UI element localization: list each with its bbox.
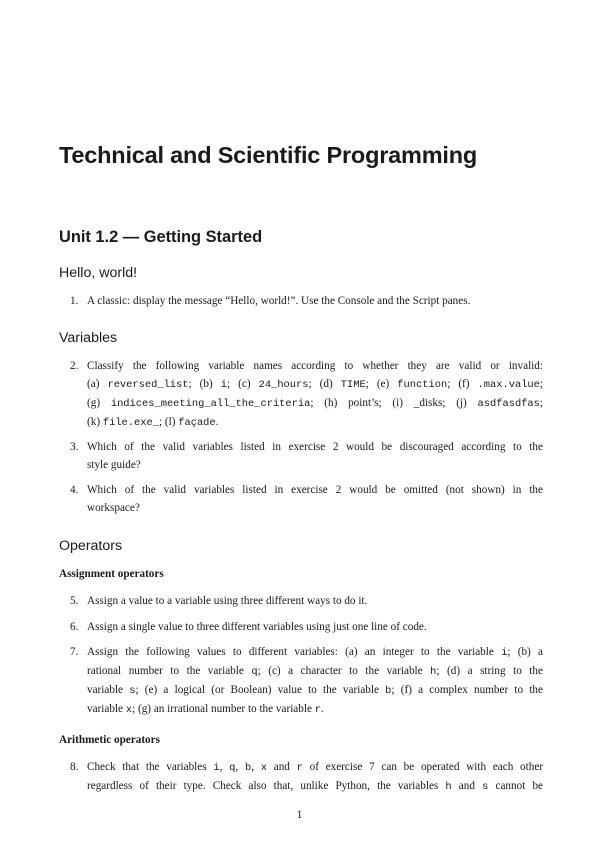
page-number: 1 (296, 809, 303, 821)
code-variable-name: .max.value (477, 379, 540, 391)
text-run: variable (87, 703, 126, 715)
text-run: ; (h) point’s; (i) _disks; (j) (310, 397, 478, 409)
text-run: and (267, 761, 297, 773)
text-run: ; (f) a complex number to the (391, 684, 543, 696)
text-run: ; (539, 397, 544, 409)
code-variable-name: i (220, 379, 227, 391)
exercise-7 (70, 643, 543, 719)
text-run: variable (87, 684, 130, 696)
text-run: Assign the following values to different variables: (a) an integer to the variable (87, 646, 502, 658)
text-run: and (451, 780, 483, 792)
code-variable-name: q (251, 666, 258, 678)
exercise-text-line (87, 758, 543, 777)
exercise-number: 4. (70, 484, 79, 496)
exercise-text: Assign a single value to three different variables using just one line of code. (87, 621, 427, 633)
exercise-number: 3. (70, 441, 79, 453)
code-variable-name: b (385, 685, 392, 697)
exercise-text: Assign a value to a variable using three different ways to do it. (87, 595, 368, 607)
text-run: ; (e) a logical (or Boolean) value to the variable (135, 684, 386, 696)
exercise-8 (70, 758, 543, 796)
code-variable-name: x (125, 704, 133, 716)
exercise-text: A classic: display the message “Hello, world!”. Use the Console and the Script panes. (87, 295, 471, 307)
exercise-text-line (87, 413, 543, 432)
text-run: ; (l) (158, 416, 179, 428)
document-title: Technical and Scientific Programming (59, 142, 478, 168)
code-variable-name: q (229, 762, 236, 774)
code-variable-name: function (397, 379, 448, 391)
text-run: ; (g) an irrational number to the variable (132, 703, 315, 715)
exercise-text: workspace? (87, 502, 140, 514)
text-run: ; (b) (188, 378, 221, 390)
text-run: cannot be (488, 780, 544, 792)
exercise-5 (70, 592, 543, 610)
exercise-number: 7. (70, 646, 79, 658)
code-variable-name: x (260, 762, 267, 774)
exercise-text-line (87, 643, 543, 662)
text-run: regardless of their type. Check also that, unlike Python, the variables (87, 780, 446, 792)
exercise-text: Classify the following variable names according to whether they are valid or invalid: (87, 360, 543, 372)
section-title-operators: Operators (59, 538, 123, 554)
exercise-2 (70, 357, 543, 432)
text-run: ; (c) (227, 378, 259, 390)
code-variable-name: b (244, 762, 252, 774)
text-run: ; (b) a (507, 646, 543, 658)
exercise-text-line (87, 700, 543, 719)
section-title-hello-world: Hello, world! (59, 265, 138, 281)
exercise-number: 8. (70, 761, 79, 773)
text-run: ; (d) (308, 378, 341, 390)
text-run: (g) (87, 397, 111, 409)
text-run: , (219, 761, 230, 773)
code-variable-name: façade (178, 417, 216, 429)
text-run: . (321, 703, 324, 715)
text-run: of exercise 7 can be operated with each other (302, 761, 544, 773)
code-variable-name: reversed_list (107, 379, 189, 391)
text-run: ; (f) (447, 378, 478, 390)
code-variable-name: r (296, 762, 303, 774)
code-variable-name: s (482, 781, 489, 793)
exercise-text-line (87, 662, 543, 681)
unit-title: Unit 1.2 — Getting Started (59, 228, 263, 246)
code-variable-name: TIME (340, 379, 366, 391)
text-run: , (235, 761, 245, 773)
exercise-text-line (87, 681, 543, 700)
exercise-text: Which of the valid variables listed in exercise 2 would be discouraged according to the (87, 441, 543, 453)
code-variable-name: i (501, 647, 508, 659)
exercise-text: Which of the valid variables listed in exercise 2 would be omitted (not shown) in the (87, 484, 543, 496)
exercise-number: 6. (70, 621, 79, 633)
subsection-title-assignment-operators: Assignment operators (59, 568, 164, 580)
exercise-number: 5. (70, 595, 79, 607)
exercise-text-line (87, 777, 543, 796)
exercise-text-line (87, 375, 543, 394)
exercise-text: style guide? (87, 459, 141, 471)
section-title-variables: Variables (59, 330, 118, 346)
subsection-title-arithmetic-operators: Arithmetic operators (59, 734, 160, 746)
code-variable-name: 24_hours (258, 379, 309, 391)
code-variable-name: h (445, 781, 452, 793)
text-run: ; (539, 378, 544, 390)
text-run: ; (d) a string to the (436, 665, 543, 677)
exercise-number: 1. (70, 295, 79, 307)
code-variable-name: file.exe_ (102, 417, 159, 429)
text-run: Check that the variables (87, 761, 214, 773)
text-run: ; (c) a character to the variable (257, 665, 431, 677)
exercise-1 (70, 292, 543, 310)
code-variable-name: i (213, 762, 220, 774)
exercise-number: 2. (70, 360, 79, 372)
code-variable-name: h (430, 666, 437, 678)
text-run: (k) (87, 416, 103, 428)
text-run: (a) (87, 378, 108, 390)
code-variable-name: asdfasdfas (477, 398, 540, 410)
text-run: ; (e) (365, 378, 398, 390)
exercise-4 (70, 481, 543, 517)
exercise-text-line (87, 394, 543, 413)
text-run: , (251, 761, 261, 773)
text-run: . (215, 416, 219, 428)
exercise-3 (70, 438, 543, 474)
exercise-6 (70, 618, 543, 636)
text-run: rational number to the variable (87, 665, 252, 677)
code-variable-name: r (314, 704, 321, 716)
code-variable-name: s (129, 685, 136, 697)
code-variable-name: indices_meeting_all_the_criteria (110, 398, 311, 410)
